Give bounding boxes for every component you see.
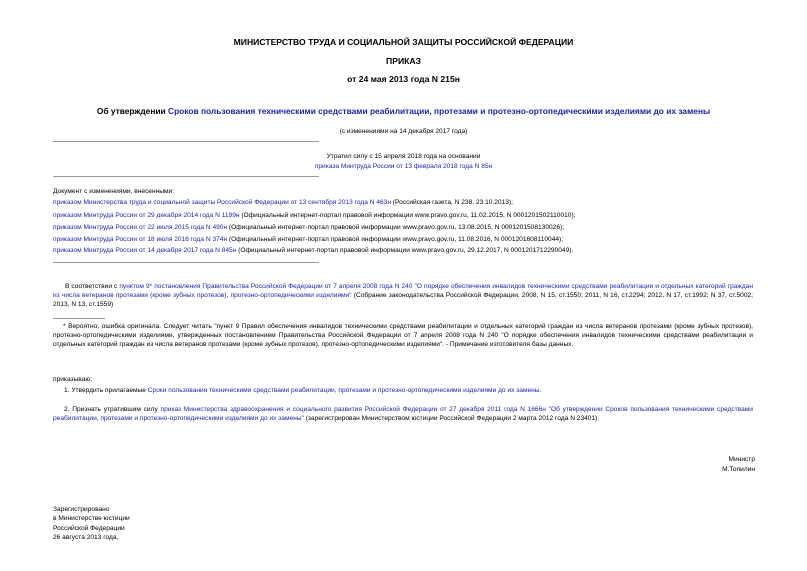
preamble-start: В соответствии с: [65, 283, 120, 290]
list-item: [53, 235, 563, 244]
list-item: [53, 211, 575, 220]
title-prefix: Об утверждении: [96, 106, 169, 116]
list-item: [53, 223, 564, 232]
amended-note: (с изменениями на 14 декабря 2017 года): [339, 128, 468, 135]
registration-line: в Министерстве юстиции: [53, 515, 130, 523]
divider: [53, 176, 319, 177]
registration-line: Российской Федерации: [53, 524, 125, 532]
list-item: [53, 198, 513, 207]
divider: [53, 141, 319, 142]
change-source: (Российская газета, N 238, 23.10.2013);: [390, 199, 513, 206]
registration-block: [53, 505, 130, 543]
order-item-1: [64, 387, 541, 394]
item1-start: 1. Утвердить прилагаемые: [64, 387, 148, 394]
item2-link[interactable]: приказ Министерства здравоохранения и социального развития Российской Федерации от 27 декабря 2011 года N 1666н "Об утверждении Сроков пользования техническими средствами реабилитации, протезами и протезно-ортопедическими изделиями до их замены": [53, 406, 753, 423]
change-link[interactable]: приказом Минтруда России от 22 июля 2015 года N 490н: [53, 224, 228, 231]
change-source: (Официальный интернет-портал правовой информации www.pravo.gov.ru, 11.02.2015, N 0001201502110010);: [239, 212, 576, 219]
signature-position: Министр: [728, 456, 755, 463]
order-item-2: [53, 405, 753, 423]
invalidation-link[interactable]: приказа Минтруда России от 13 февраля 2018 года N 85н: [314, 163, 493, 170]
change-link[interactable]: приказом Минтруда России от 14 декабря 2017 года N 845н: [53, 247, 237, 254]
title-link[interactable]: Сроков пользования техническими средствами реабилитации, протезами и протезно-ортопедическими изделиями до их замены: [168, 106, 711, 116]
change-source: (Официальный интернет-портал правовой информации www.pravo.gov.ru, 11.08.2016, N 0001201608110044);: [227, 236, 564, 243]
item1-end: .: [539, 387, 542, 394]
footnote-divider: [53, 318, 105, 319]
registration-line: 26 августа 2013 года,: [53, 534, 119, 542]
item1-link[interactable]: Сроки пользования техническими средствами реабилитации, протезами и протезно-ортопедическими изделиями до их замены: [147, 387, 540, 394]
document-title: [0, 106, 807, 116]
signature-name: М.Топилин: [722, 466, 755, 473]
order-word: приказываю:: [53, 376, 93, 383]
ministry-heading: МИНИСТЕРСТВО ТРУДА И СОЦИАЛЬНОЙ ЗАЩИТЫ РОССИЙСКОЙ ФЕДЕРАЦИИ: [233, 37, 574, 47]
preamble-paragraph: [53, 282, 753, 310]
change-source: (Официальный интернет-портал правовой информации www.pravo.gov.ru, 29.12.2017, N 0001201712290049).: [236, 247, 574, 254]
change-link[interactable]: приказом Минтруда России от 18 июля 2016 года N 374н: [53, 236, 228, 243]
preamble-end: (Собрание законодательства Российской Федерации, 2008, N 15, ст.1550; 2011, N 16, ст.2294; 2012, N 17, ст.1992; N 37, ст.5002; 2013, N 13, ст.1559): [53, 292, 753, 309]
footnote: * Вероятно, ошибка оригинала. Следует читать "пункт 9 Правил обеспечения инвалидов техническими средствами реабилитации и отдельных категорий граждан из числа ветеранов протезами (кроме зубных протезов), протезно-ортопедическими изделиями, утвержденных постановлением Правительства Российской Федерации от 7 апреля 2008 года N 240 "О порядке обеспечения инвалидов техническими средствами реабилитации и отдельных категорий граждан из числа ветеранов протезами (кроме зубных протезов), протезно-ортопедическими изделиями". - Примечание изготовителя базы данных.: [53, 323, 753, 349]
doc-type-heading: ПРИКАЗ: [386, 56, 421, 66]
list-item: [53, 246, 573, 255]
change-link[interactable]: приказом Минтруда России от 29 декабря 2014 года N 1199н: [53, 212, 240, 219]
date-number-heading: от 24 мая 2013 года N 215н: [347, 74, 460, 84]
change-link[interactable]: приказом Министерства труда и социальной защиты Российской Федерации от 13 сентября 2013 года N 463н: [53, 199, 391, 206]
change-source: (Официальный интернет-портал правовой информации www.pravo.gov.ru, 13.08.2015, N 0001201508130026);: [227, 224, 565, 231]
divider: [53, 262, 319, 263]
registration-line: Зарегистрировано: [53, 506, 110, 513]
changes-intro: Документ с изменениями, внесенными:: [53, 188, 175, 195]
item2-end: (зарегистрирован Министерством юстиции Российской Федерации 2 марта 2012 года N 23401).: [303, 415, 600, 423]
preamble-link[interactable]: пунктом 9* постановления Правительства Российской Федерации от 7 апреля 2008 года N 240 "О порядке обеспечения инвалидов техническими средствами реабилитации и отдельных категорий граждан из числа ветеранов протезами (кроме зубных протезов), протезно-ортопедическими изделиями": [53, 283, 753, 300]
item2-start: 2. Признать утратившим силу: [64, 406, 161, 413]
invalidation-note: Утратил силу с 15 апреля 2018 года на основании: [326, 153, 481, 160]
